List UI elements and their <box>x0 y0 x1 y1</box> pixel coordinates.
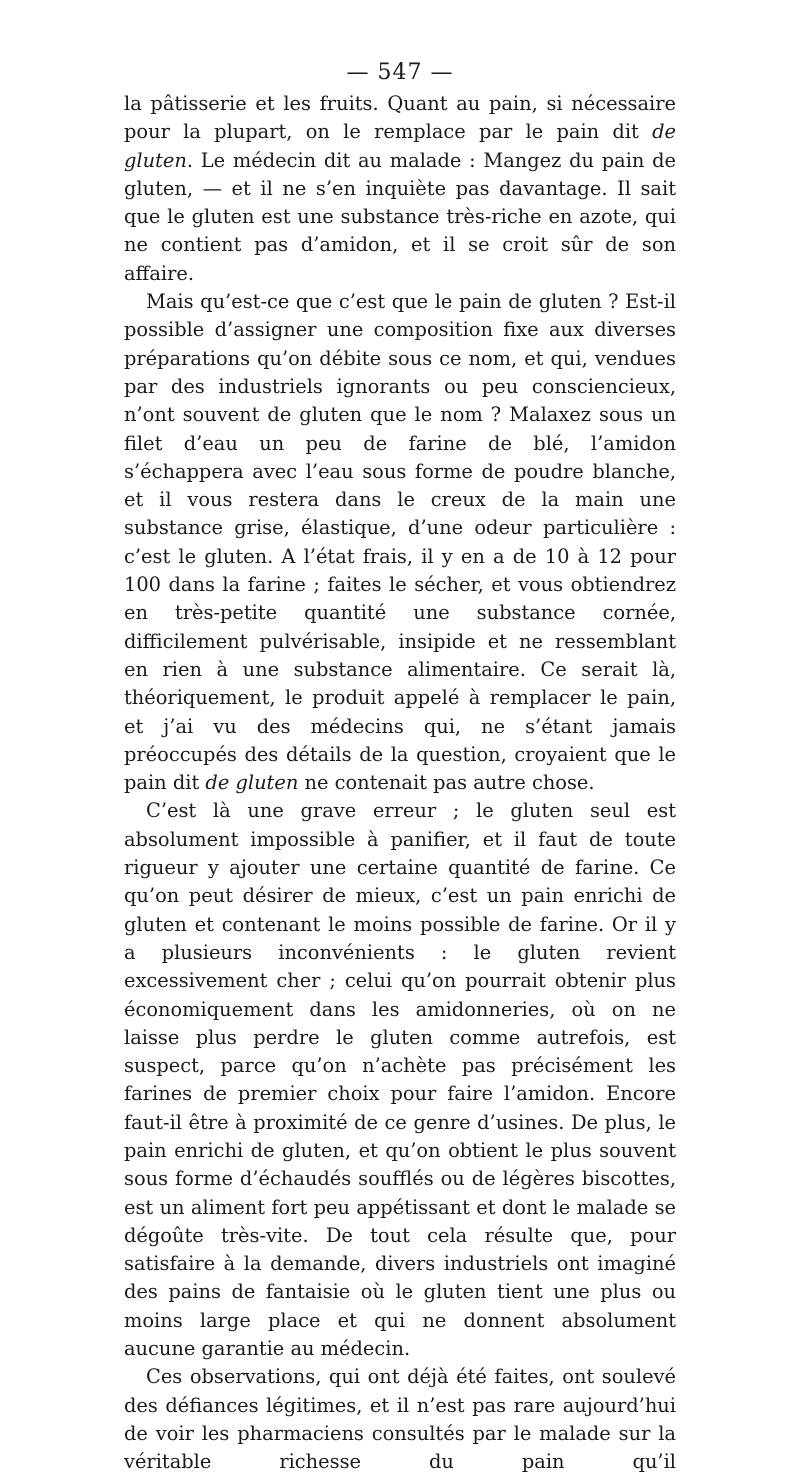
paragraph <box>124 797 676 1363</box>
paragraph-text: Ces observations, qui ont déjà été faites, ont soulevé des défiances légitimes, et il n’est pas rare aujourd’hui de voir les pharmaciens consultés par le malade sur la véritable richesse du pain qu’il <box>124 1365 676 1474</box>
paragraph <box>124 1363 676 1476</box>
paragraph-text: la pâtisserie et les fruits. Quant au pain, si nécessaire pour la plupart, on le remplace par le pain dit <box>124 92 676 144</box>
paragraph <box>124 90 676 288</box>
italic-text: de gluten <box>205 771 299 795</box>
paragraph-text: . Le médecin dit au malade : Mangez du pain de gluten, — et il ne s’en inquiète pas davantage. Il sait que le gluten est une substance très-riche en azote, qui ne contient pas d’amidon, et il se croit sûr de son affaire. <box>124 148 676 285</box>
paragraph-text: ne contenait pas autre chose. <box>298 771 595 795</box>
paragraph-text: Mais qu’est-ce que c’est que le pain de gluten ? Est-il possible d’assigner une composition fixe aux diverses préparations qu’on débite sous ce nom, et qui, vendues par des industriels ignorants ou peu consciencieux, n’ont souvent de gluten que le nom ? Malaxez sous un filet d’eau un peu de farine de blé, l’amidon s’échappera avec l’eau sous forme de poudre blanche, et il vous restera dans le creux de la main une substance grise, élastique, d’une odeur particulière : c’est le gluten. A l’état frais, il y en a de 10 à 12 pour 100 dans la farine ; faites le sécher, et vous obtiendrez en très-petite quantité une substance cornée, difficilement pulvérisable, insipide et ne ressemblant en rien à une substance alimentaire. Ce serait là, théoriquement, le produit appelé à remplacer le pain, et j’ai vu des médecins qui, ne s’étant jamais préoccupés des détails de la question, croyaient que le pain dit <box>124 290 676 795</box>
paragraph <box>124 288 676 797</box>
italic-text: de gluten <box>124 120 676 172</box>
page-number: — 547 — <box>346 60 454 85</box>
paragraph-text: C’est là une grave erreur ; le gluten seul est absolument impossible à panifier, et il faut de toute rigueur y ajouter une certaine quantité de farine. Ce qu’on peut désirer de mieux, c’est un pain enrichi de gluten et contenant le moins possible de farine. Or il y a plusieurs inconvénients : le gluten revient excessivement cher ; celui qu’on pourrait obtenir plus économiquement dans les amidonneries, où on ne laisse plus perdre le gluten comme autrefois, est suspect, parce qu’on n’achète pas précisément les farines de premier choix pour faire l’amidon. Encore faut-il être à proximité de ce genre d’usines. De plus, le pain enrichi de gluten, et qu’on obtient le plus souvent sous forme d’échaudés soufflés ou de légères biscottes, est un aliment fort peu appétissant et dont le malade se dégoûte très-vite. De tout cela résulte que, pour satisfaire à la demande, divers industriels ont imaginé des pains de fantaisie où le gluten tient une plus ou moins large place et qui ne donnent absolument aucune garantie au médecin. <box>124 799 676 1361</box>
page-body <box>124 90 676 1477</box>
book-page <box>124 56 676 1477</box>
